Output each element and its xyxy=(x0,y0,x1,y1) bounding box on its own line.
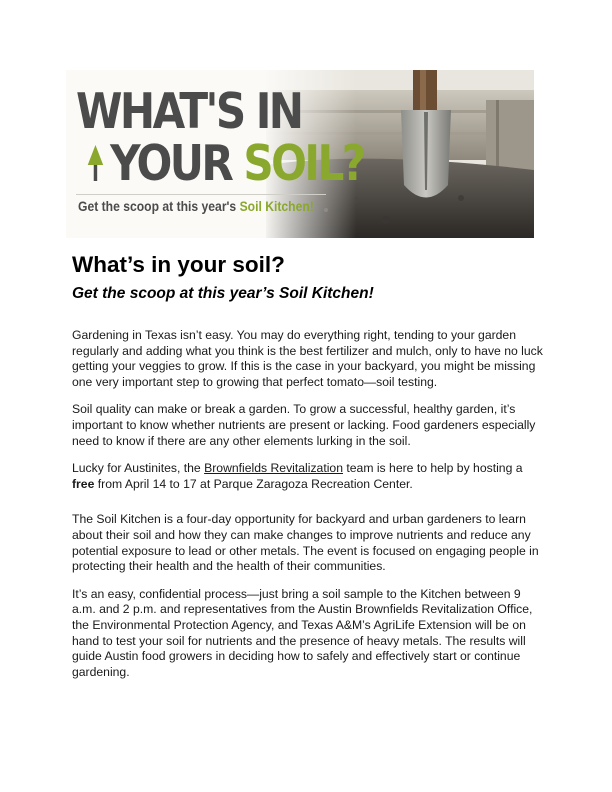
paragraph-soil-kitchen-description: The Soil Kitchen is a four-day opportunity for backyard and urban gardeners to learn about their soil and how they can make changes to improve nutrients and reduce any potential exposure to lead or other metals. The event is focused on engaging people in protecting their health and the health of their communities. xyxy=(72,512,539,574)
banner-tagline xyxy=(78,199,314,214)
paragraph-event-text-mid: team is here to help by hosting a xyxy=(342,461,523,476)
banner-headline-line1: WHAT'S IN xyxy=(76,83,302,140)
paragraph-event-text-start: Lucky for Austinites, the xyxy=(72,461,205,476)
banner-headline-line2 xyxy=(86,135,364,192)
header-banner xyxy=(66,70,534,238)
brownfields-revitalization-link[interactable]: Brownfields Revitalization xyxy=(204,461,343,476)
article-body xyxy=(72,328,544,692)
article-subtitle: Get the scoop at this year’s Soil Kitchen! xyxy=(72,285,374,302)
paragraph-process: It’s an easy, confidential process—just bring a soil sample to the Kitchen between 9 a.m. and 2 p.m. and representatives from the Austin Brownfields Revitalization Office, the Environmental Protection Agency, and Texas A&M’s AgriLife Extension will be on hand to test your soil for nutrients and the presence of heavy metals. The results will guide Austin food growers in deciding how to safely and effectively start or continue gardening. xyxy=(72,586,533,679)
banner-headline-your: YOUR xyxy=(110,135,244,192)
trowel-icon xyxy=(86,143,105,183)
paragraph-event-text-end: from April 14 to 17 at Parque Zaragoza Recreation Center. xyxy=(94,476,413,491)
free-emphasis: free xyxy=(72,476,95,491)
article-title: What’s in your soil? xyxy=(72,252,285,277)
paragraph-soil-quality: Soil quality can make or break a garden. To grow a successful, healthy garden, it’s important to know whether nutrients are present or lacking. Food gardeners especially need to know if there are any other elements lurking in the soil. xyxy=(72,402,536,448)
banner-divider xyxy=(76,194,326,195)
banner-tagline-text: Get the scoop at this year's xyxy=(78,199,240,214)
banner-headline-soil: SOIL? xyxy=(243,135,364,192)
banner-tagline-highlight: Soil Kitchen! xyxy=(239,199,314,214)
paragraph-intro: Gardening in Texas isn’t easy. You may do everything right, tending to your garden regularly and adding what you think is the best fertilizer and mulch, only to have no luck getting your veggies to grow. If this is the case in your backyard, you might be missing one very important step to growing that perfect tomato—soil testing. xyxy=(72,328,543,389)
paragraph-event-announcement xyxy=(72,461,544,492)
banner-wordmark xyxy=(76,83,364,192)
